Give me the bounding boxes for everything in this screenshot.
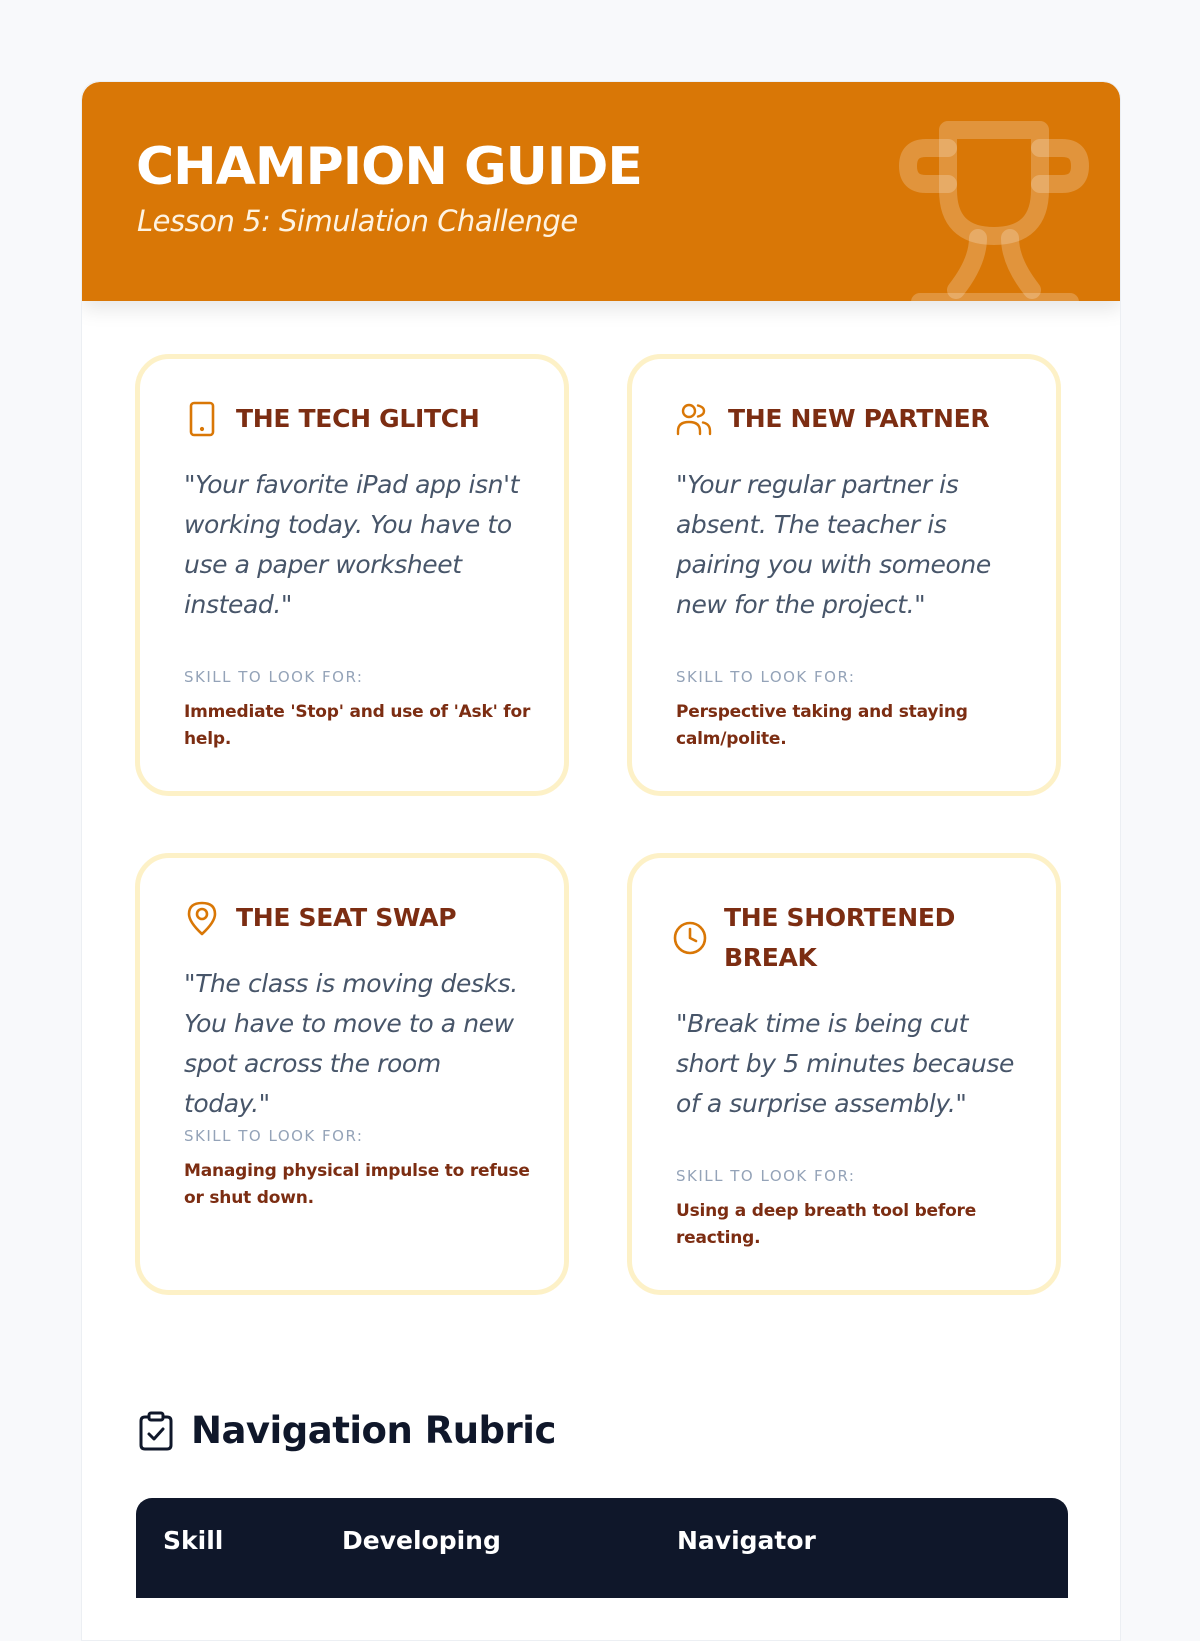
rubric-title: Navigation Rubric	[191, 1409, 556, 1452]
header-banner	[82, 82, 1121, 301]
clipboard-check-icon	[137, 1411, 175, 1451]
card-quote: "Your regular partner is absent. The teacher is pairing you with someone new for the project."	[676, 470, 991, 619]
tablet-icon	[184, 401, 220, 437]
column-header-skill: Skill	[163, 1526, 224, 1555]
scenario-card-seat-swap	[135, 853, 569, 1295]
scenario-card-new-partner	[627, 354, 1061, 796]
card-title: THE TECH GLITCH	[236, 404, 480, 433]
scenario-card-tech-glitch	[135, 354, 569, 796]
skill-text: Managing physical impulse to refuse or shut down.	[184, 1161, 530, 1208]
card-title: THE SHORTENED BREAK	[724, 903, 956, 972]
card-quote: "Your favorite iPad app isn't working today. You have to use a paper worksheet instead."	[184, 470, 520, 619]
skill-label: SKILL TO LOOK FOR:	[184, 668, 364, 686]
card-title: THE SEAT SWAP	[236, 903, 457, 932]
skill-text: Immediate 'Stop' and use of 'Ask' for help.	[184, 702, 531, 749]
card-quote: "Break time is being cut short by 5 minutes because of a surprise assembly."	[676, 1009, 1014, 1118]
page-subtitle: Lesson 5: Simulation Challenge	[137, 204, 578, 238]
column-header-developing: Developing	[342, 1526, 501, 1555]
clock-icon	[672, 920, 708, 956]
card-header	[672, 898, 974, 978]
map-pin-icon	[184, 900, 220, 936]
card-header	[184, 399, 479, 439]
rubric-table-header	[136, 1498, 1068, 1598]
card-quote: "The class is moving desks. You have to move to a new spot across the room today."	[184, 969, 518, 1118]
skill-label: SKILL TO LOOK FOR:	[184, 1127, 364, 1145]
card-title: THE NEW PARTNER	[728, 404, 990, 433]
rubric-heading	[137, 1409, 556, 1452]
skill-text: Perspective taking and staying calm/polite.	[676, 702, 968, 749]
skill-label: SKILL TO LOOK FOR:	[676, 1167, 856, 1185]
skill-text: Using a deep breath tool before reacting.	[676, 1201, 977, 1248]
card-header	[184, 898, 456, 938]
page-title: CHAMPION GUIDE	[136, 137, 642, 197]
column-header-navigator: Navigator	[677, 1526, 816, 1555]
skill-label: SKILL TO LOOK FOR:	[676, 668, 856, 686]
trophy-icon	[890, 112, 1100, 301]
guide-sheet	[81, 81, 1121, 1641]
scenario-card-shortened-break	[627, 853, 1061, 1295]
users-icon	[676, 401, 712, 437]
card-header	[676, 399, 989, 439]
